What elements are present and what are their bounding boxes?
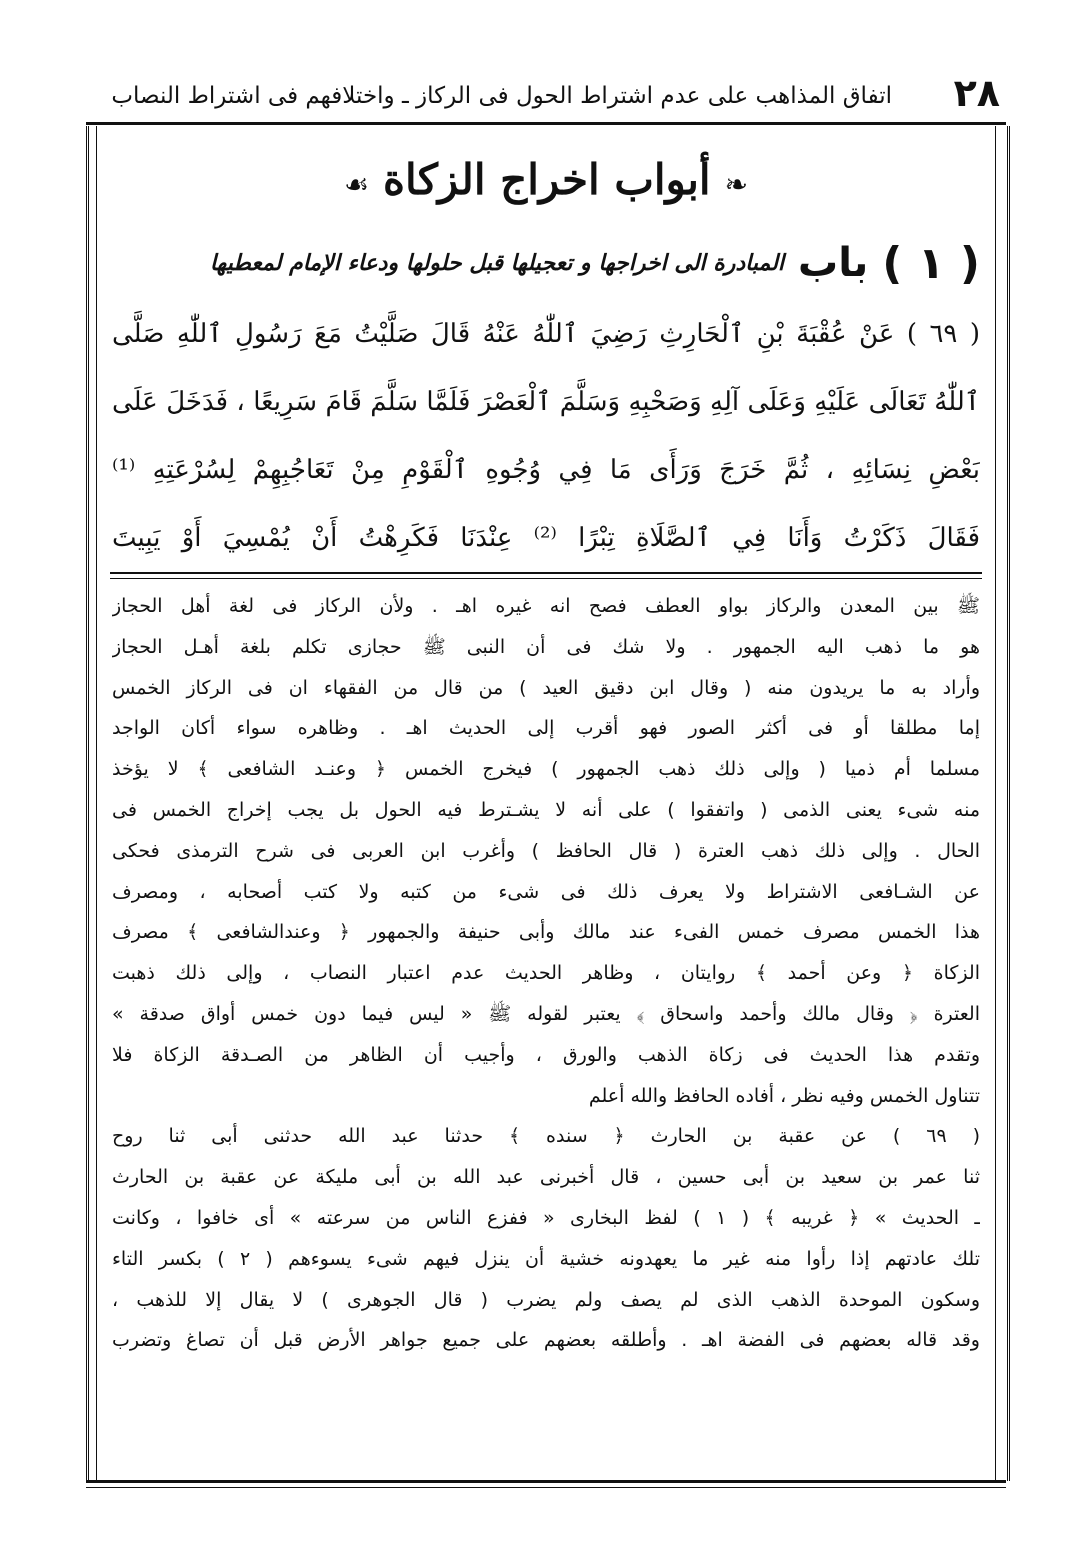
header-divider (86, 122, 1006, 125)
hadith-text (112, 300, 980, 572)
commentary-line: تتناول الخمس وفيه نظر ، أفاده الحافظ والله أعلم (588, 1084, 980, 1107)
commentary-line: ﷺ بين المعدن والركاز بواو العطف فصح انه غيره اهـ . ولأن الركاز فى لغة أهل الحجاز (112, 595, 980, 617)
commentary-line: وأراد به ما يريدون منه ( وقال ابن دقيق العيد ) من قال من الفقهاء ان فى الركاز الخمس (112, 676, 980, 699)
hadith-line: ( ٦٩ ) عَنْ عُقْبَةَ بْنِ ٱلْحَارِثِ رَضِيَ ٱللّٰهُ عَنْهُ قَالَ صَلَّيْتُ مَعَ رَسُولِ ٱللّٰهِ صَلَّى (112, 319, 980, 349)
page-number: ٢٨ (953, 71, 1000, 115)
section-heading (200, 140, 892, 220)
running-header: اتفاق المذاهب على عدم اشتراط الحول فى الركاز ـ واختلافهم فى اشتراط النصاب (111, 83, 892, 109)
chapter-title: المبادرة الى اخراجها و تعجيلها قبل حلولها ودعاء الإمام لمعطيها (209, 250, 785, 276)
section-title: أبواب اخراج الزكاة (383, 155, 711, 204)
ornament-left-icon: ☙ (343, 168, 370, 201)
footer-divider (86, 1480, 1006, 1483)
commentary-line: الزكاة ﴿ وعن أحمد ﴾ روايتان ، وظاهر الحديث عدم اعتبار النصاب ، وإلى ذلك ذهبت (112, 962, 980, 985)
commentary-line: عن الشـافعى الاشتراط ولا يعرف ذلك فى شىء من كتبه ولا كتب أصحابه ، ومصرف (112, 880, 980, 903)
commentary-line: إما مطلقا أو فى أكثر الصور فهو أقرب إلى الحديث اهـ . وظاهره سواء أكان الواجد (112, 717, 980, 740)
commentary-divider (110, 572, 982, 574)
commentary-line: هو ما ذهب اليه الجمهور . ولا شك فى أن النبى ﷺ حجازى تكلم بلغة أهـل الحجاز (112, 635, 980, 658)
hadith-line: فَقَالَ ذَكَرْتُ وَأَنَا فِي ٱلصَّلَاةِ تِبْرًا ⁽²⁾ عِنْدَنَا فَكَرِهْتُ أَنْ يُمْسِيَ أَوْ يَبِيتَ (112, 523, 980, 553)
commentary-line: ـ الحديث » ﴿ غريبه ﴾ ( ١ ) لفظ البخارى « ففزع الناس من سرعته » أى خافوا ، وكانت (112, 1206, 980, 1229)
commentary-text (112, 586, 980, 1361)
commentary-line: مسلما أم ذميا ( وإلى ذلك ذهب الجمهور ) فيخرج الخمس ﴿ وعنـد الشافعى ﴾ لا يؤخذ (112, 758, 980, 781)
ornament-right-icon: ❧ (724, 168, 749, 201)
hadith-line: بَعْضِ نِسَائِهِ ، ثُمَّ خَرَجَ وَرَأَى مَا فِي وُجُوهِ ٱلْقَوْمِ مِنْ تَعَاجُبِهِمْ لِسُرْعَتِهِ ⁽¹⁾ (112, 455, 980, 485)
commentary-line: العترة ﴿ وقال مالك وأحمد واسحاق ﴾ يعتبر لقوله ﷺ « ليس فيما دون خمس أواق صدقة » (112, 1002, 980, 1025)
chapter-label: باب (798, 240, 869, 286)
commentary-line: ثنا عمر بن سعيد بن أبى حسين ، قال أخبرنى عبد الله بن أبى مليكة عن عقبة بن الحارث (112, 1166, 980, 1189)
commentary-line: وقد قاله بعضهم فى الفضة اهـ . وأطلقه بعضهم على جميع جواهر الأرض قبل أن تصاغ وتضرب (112, 1329, 980, 1352)
commentary-line: تلك عادتهم إذا رأوا منه غير ما يعهدونه خشية أن ينزل فيهم شىء يسوءهم ( ٢ ) بكسر التاء (112, 1247, 980, 1270)
commentary-line: وسكون الموحدة الذهب الذى لم يصف ولم يضرب ( قال الجوهرى ) لا يقال إلا للذهب ، (112, 1288, 980, 1311)
hadith-line: ٱللّٰهُ تَعَالَى عَلَيْهِ وَعَلَى آلِهِ وَصَحْبِهِ وَسَلَّمَ ٱلْعَصْرَ فَلَمَّا سَلَّمَ قَامَ سَرِيعًا ، فَدَخَلَ عَلَى (112, 387, 980, 417)
commentary-line: وتقدم هذا الحديث فى زكاة الذهب والورق ، وأجيب أن الظاهر من الصـدقة الزكاة فلا (112, 1043, 980, 1066)
commentary-line: هذا الخمس مصرف خمس الفىء عند مالك وأبى حنيفة والجمهور ﴿ وعندالشافعى ﴾ مصرف (112, 921, 980, 944)
chapter-number: ( ١ ) (882, 237, 980, 289)
commentary-divider-thin (110, 578, 982, 579)
commentary-line: ( ٦٩ ) عن عقبة بن الحارث ﴿ سنده ﴾ حدثنا عبد الله حدثنى أبى ثنا روح (112, 1125, 980, 1148)
commentary-line: الحال . وإلى ذلك ذهب العترة ( قال الحافظ ) وأغرب ابن العربى فى شرح الترمذى فحكى (112, 839, 980, 862)
chapter-heading (112, 232, 980, 294)
footer-divider-thin (86, 1487, 1006, 1488)
commentary-line: منه شىء يعنى الذمى ( واتفقوا ) على أنه لا يشـترط فيه الحول بل يجب إخراج الخمس فى (112, 798, 980, 821)
